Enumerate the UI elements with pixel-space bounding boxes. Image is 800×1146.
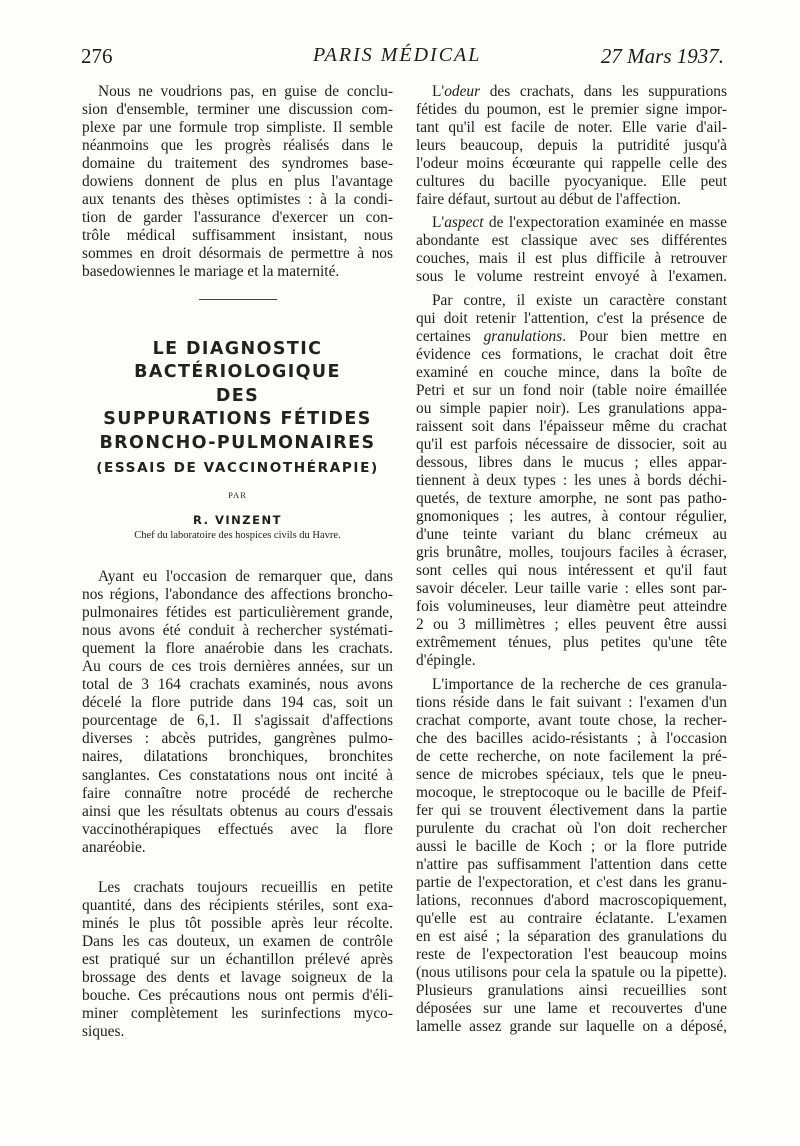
text-line: che des bacilles acido-résistants ; à l'occasion — [416, 729, 727, 747]
text-line: bouche. Ces précautions nous ont permis d'éli- — [82, 987, 393, 1005]
text-line: savoir déceler. Leur taille varie : elles sont par- — [416, 580, 727, 598]
text-line: extrêmement ténues, plus petites qu'une tête — [416, 634, 727, 652]
text-line: Nous ne voudrions pas, en guise de conclu- — [98, 83, 393, 100]
text-line: fer qui se trouvent électivement dans la partie — [416, 801, 727, 819]
text-line: examiné en couche mince, dans la boîte de — [416, 363, 727, 381]
text-line: lamelle assez grande sur laquelle on a déposé, — [416, 1018, 727, 1036]
conclusion-paragraph — [82, 83, 393, 282]
text-line: fétides du poumon, est le premier signe impor- — [416, 101, 727, 119]
text-line: gris brunâtre, molles, toujours faciles à écraser, — [416, 544, 727, 562]
byline-par: PAR — [228, 490, 247, 501]
text-line: qu'il est parfois nécessaire de dissocier, soit au — [416, 435, 727, 453]
article-title-line: BRONCHO-PULMONAIRES — [99, 432, 376, 453]
text-line: brossage des dents et lavage soigneux de la — [82, 969, 393, 986]
text-line: abondante est classique avec ses différentes — [416, 232, 727, 250]
text-line: couches, mais il est plus difficile à retrouver — [416, 250, 727, 268]
text-line: L'importance de la recherche de ces granula- — [432, 675, 727, 693]
text-line: minés le plus tôt possible après leur récolte. — [82, 914, 393, 932]
text-line: faire défaut, surtout au début de l'affection. — [416, 191, 681, 209]
importance-paragraph — [416, 676, 727, 1037]
text-line: néanmoins que les progrès réalisés dans le — [82, 137, 393, 155]
text-line: 2 ou 3 millimètres ; elles peuvent être aussi — [416, 616, 727, 634]
text-line: lations, reconnues d'abord macroscopiquement, — [416, 892, 727, 910]
text-line: sommes en droit désormais de permettre à nos — [82, 245, 393, 263]
author-affiliation: Chef du laboratoire des hospices civils du Havre. — [134, 530, 341, 542]
text-line: tiennent à deux types : les unes à bords déchi- — [416, 471, 727, 489]
text-line: qu'elle est au contraire éclatante. L'examen — [416, 910, 727, 928]
odeur-paragraph — [416, 83, 727, 209]
text-line: sont celles qui nous intéressent et qu'il faut — [416, 562, 727, 580]
text-line: basedowiennes le mariage et la maternité. — [82, 263, 340, 281]
text-line: nous avons été conduit à rechercher systémati- — [82, 622, 393, 640]
text-line: pulmonaires fétides est particulièrement grande, — [82, 604, 393, 622]
text-line: purulente du crachat où l'on doit rechercher — [416, 819, 727, 837]
italic-term: aspect — [444, 214, 484, 232]
text-line: nos régions, l'abondance des affections broncho- — [82, 586, 393, 604]
text-line: mocoque, le streptocoque ou le bacille de Pfeif- — [416, 783, 727, 801]
text-line: Plusieurs granulations ainsi recueillies sont — [416, 982, 727, 1000]
text-line: ou simple papier noir). Les granulations appa- — [416, 399, 727, 417]
text-line: crachat comporte, avant toute chose, la recher- — [416, 711, 727, 729]
article-title-line: LE DIAGNOSTIC — [152, 338, 323, 359]
article-title-line: SUPPURATIONS FÉTIDES — [103, 409, 372, 430]
collection-paragraph — [82, 879, 393, 1041]
intro-paragraph — [82, 568, 393, 857]
text-line — [416, 83, 727, 101]
text-line: miner complètement les surinfections myco- — [82, 1005, 393, 1023]
text-line: d'épingle. — [416, 652, 476, 670]
text-line: quement la flore anaérobie dans les crachats. — [82, 640, 393, 658]
text-run: de l'expectoration examinée en masse — [483, 214, 727, 232]
text-run: L' — [432, 83, 445, 100]
text-line: Au cours de ces trois dernières années, sur un — [82, 658, 393, 676]
text-line: Ayant eu l'occasion de remarquer que, dans — [98, 568, 393, 586]
text-line: siques. — [82, 1023, 125, 1041]
text-line: l'odeur moins écœurante qui rappelle celle des — [416, 155, 727, 173]
text-line: total de 3 164 crachats examinés, nous avons — [82, 676, 393, 694]
text-line: Petri et sur un fond noir (table noire émaillée — [416, 381, 727, 399]
text-line: (nous utilisons pour cela la spatule ou la pipette). — [416, 964, 727, 982]
article-heading — [82, 338, 393, 543]
author-name: R. VINZENT — [193, 513, 282, 528]
text-line: d'une teinte variant du blanc crémeux au — [416, 526, 727, 544]
text-line: sanglantes. Ces constatations nous ont incité à — [82, 766, 393, 784]
text-line — [416, 328, 727, 346]
aspect-paragraph — [416, 214, 727, 286]
text-line: fois volumineuses, leur diamètre peut atteindre — [416, 598, 727, 616]
text-line: partie de l'expectoration, et c'est dans les granu- — [416, 874, 727, 892]
article-title-line: DES — [215, 385, 260, 406]
text-line: diverses : abcès putrides, gangrènes pulmo- — [82, 730, 393, 748]
text-line: domaine du traitement des syndromes base- — [82, 155, 393, 173]
text-line: de cette recherche, on note facilement la pré- — [416, 747, 727, 765]
text-line: n'attire pas suffisamment l'attention dans cette — [416, 855, 727, 873]
text-line: tions réside dans le fait suivant : l'examen d'un — [416, 693, 727, 711]
text-line: vaccinothérapiques effectués avec la flore — [82, 820, 393, 838]
text-line: reste de l'expectoration l'est beaucoup moins — [416, 946, 727, 964]
article-title-line: BACTÉRIOLOGIQUE — [134, 362, 341, 383]
journal-title: PARIS MÉDICAL — [313, 44, 482, 66]
text-line: trôle médical suffisamment insistant, nous — [82, 227, 393, 245]
text-line: ainsi que les résultats obtenus au cours d'essais — [82, 802, 393, 820]
text-line: leurs beaucoup, depuis la putridité jusqu'à — [416, 137, 727, 155]
text-line: Par contre, il existe un caractère constant — [432, 291, 727, 309]
left-column — [82, 83, 393, 1041]
text-line: quantité, dans des récipients stériles, sont exa- — [82, 896, 393, 914]
text-run: des crachats, dans les suppurations — [480, 83, 727, 100]
text-line: Dans les cas douteux, un examen de contrôle — [82, 932, 393, 950]
text-line: sion d'ensemble, terminer une discussion com- — [82, 101, 393, 119]
text-line: décelé la flore putride dans 194 cas, soit un — [82, 694, 393, 712]
text-line: cultures du bacille pyocyanique. Elle peut — [416, 173, 727, 191]
text-line: tant qu'il est facile de noter. Elle varie d'ail- — [416, 119, 727, 137]
issue-date: 27 Mars 1937. — [600, 44, 724, 68]
article-subtitle: (ESSAIS DE VACCINOTHÉRAPIE) — [96, 460, 379, 477]
text-line: dowiens donnent de plus en plus l'avantage — [82, 173, 393, 191]
text-line — [416, 214, 727, 232]
text-run: L' — [432, 214, 445, 232]
text-line: est pratiqué sur un échantillon prélevé après — [82, 950, 393, 968]
text-line: dessous, libres dans le mucus ; elles appar- — [416, 453, 727, 471]
text-line: sence de microbes spéciaux, tels que le pneu- — [416, 765, 727, 783]
text-line: plexe par une formule trop simpliste. Il semble — [82, 119, 393, 137]
page-number: 276 — [81, 44, 113, 68]
text-line: raissent soit dans l'épaisseur même du crachat — [416, 417, 727, 435]
italic-term: odeur — [444, 83, 481, 100]
text-line: anaréobie. — [82, 838, 146, 856]
text-line: aux tenants des thèses optimistes : à la condi- — [82, 191, 393, 209]
italic-term: granulations — [483, 327, 563, 345]
text-line: naires, dilatations bronchiques, bronchites — [82, 748, 393, 766]
granulations-paragraph — [416, 292, 727, 671]
text-line: faire connaître notre procédé de recherche — [82, 784, 393, 802]
text-line: évidence ces formations, le crachat doit être — [416, 345, 727, 363]
text-line: Les crachats toujours recueillis en petite — [98, 878, 393, 896]
right-column — [416, 83, 727, 1036]
text-line: en est aisé ; la séparation des granulations du — [416, 928, 727, 946]
text-run: . Pour bien mettre en — [562, 327, 727, 345]
text-line: gnomoniques ; les autres, à contour régulier, — [416, 508, 727, 526]
text-line: quetés, de texture amorphe, ne sont pas patho- — [416, 490, 727, 508]
text-line: tion de garder l'assurance d'exercer un con- — [82, 209, 393, 227]
text-run: certaines — [416, 327, 484, 345]
text-line: qui doit retenir l'attention, c'est la présence de — [416, 309, 727, 327]
section-divider — [199, 299, 277, 300]
text-line: aussi le bacille de Koch ; or la flore putride — [416, 837, 727, 855]
text-line: déposées sur une lame et recouvertes d'une — [416, 1000, 727, 1018]
text-line: sous le volume restreint envoyé à l'examen. — [416, 268, 727, 286]
text-line: pourcentage de 6,1. Il s'agissait d'affections — [82, 712, 393, 730]
running-head — [81, 44, 724, 68]
